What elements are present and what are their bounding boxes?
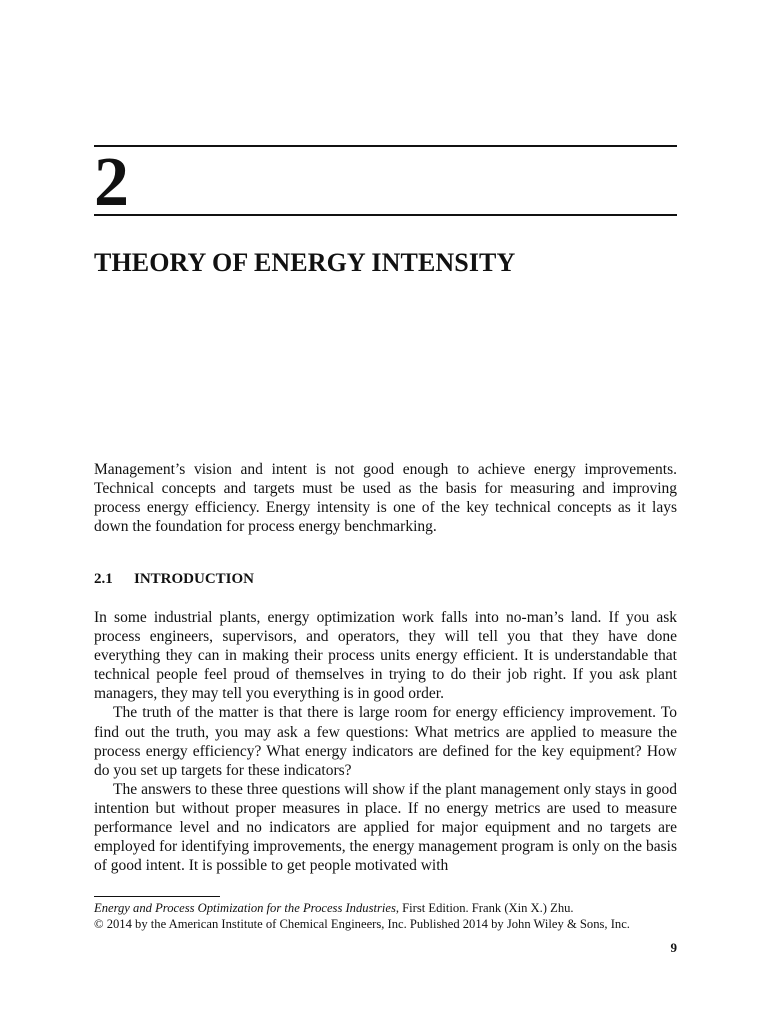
copyright-line: © 2014 by the American Institute of Chemical Engineers, Inc. Published 2014 by John Wiley & Sons, Inc. bbox=[94, 917, 630, 931]
book-title: Energy and Process Optimization for the Process Industries bbox=[94, 901, 396, 915]
section-heading bbox=[94, 570, 254, 589]
section-title: INTRODUCTION bbox=[134, 571, 255, 587]
section-body bbox=[94, 608, 677, 875]
chapter-abstract: Management’s vision and intent is not good enough to achieve energy improvements. Technical concepts and targets must be used as the basis for measuring and improving process energy efficiency. Energy intensity is one of the key technical concepts as it lays down the foundation for process energy benchmarking. bbox=[94, 461, 677, 536]
paragraph: In some industrial plants, energy optimization work falls into no-man’s land. If you ask process engineers, supervisors, and operators, they will tell you that they have done everything they can in making their process units energy efficient. It is understandable that technical people feel proud of themselves in trying to do their job right. If you ask plant managers, they may tell you everything is in good order. bbox=[94, 609, 677, 703]
section-number: 2.1 bbox=[94, 571, 113, 587]
chapter-number: 2 bbox=[94, 144, 129, 221]
footnote-rule bbox=[94, 896, 220, 897]
paragraph: The truth of the matter is that there is large room for energy efficiency improvement. To find out the truth, you may ask a few questions: What metrics are applied to measure the process energy efficiency? What energy indicators are defined for the key equipment? How do you set up targets for these indicators? bbox=[94, 704, 677, 779]
chapter-top-rule bbox=[94, 145, 677, 147]
footnote bbox=[94, 900, 677, 932]
edition-author: , First Edition. Frank (Xin X.) Zhu. bbox=[395, 901, 574, 915]
paragraph: The answers to these three questions will show if the plant management only stays in good intention but without proper measures in place. If no energy metrics are used to measure performance level and no indicators are applied for major equipment and no targets are employed for identifying improvements, the energy management program is only on the basis of good intent. It is possible to get people motivated with bbox=[94, 780, 677, 875]
footnote-citation bbox=[94, 900, 677, 916]
chapter-title: THEORY OF ENERGY INTENSITY bbox=[94, 248, 516, 277]
book-page bbox=[94, 0, 677, 1024]
chapter-bottom-rule bbox=[94, 214, 677, 216]
page-number: 9 bbox=[670, 940, 677, 955]
